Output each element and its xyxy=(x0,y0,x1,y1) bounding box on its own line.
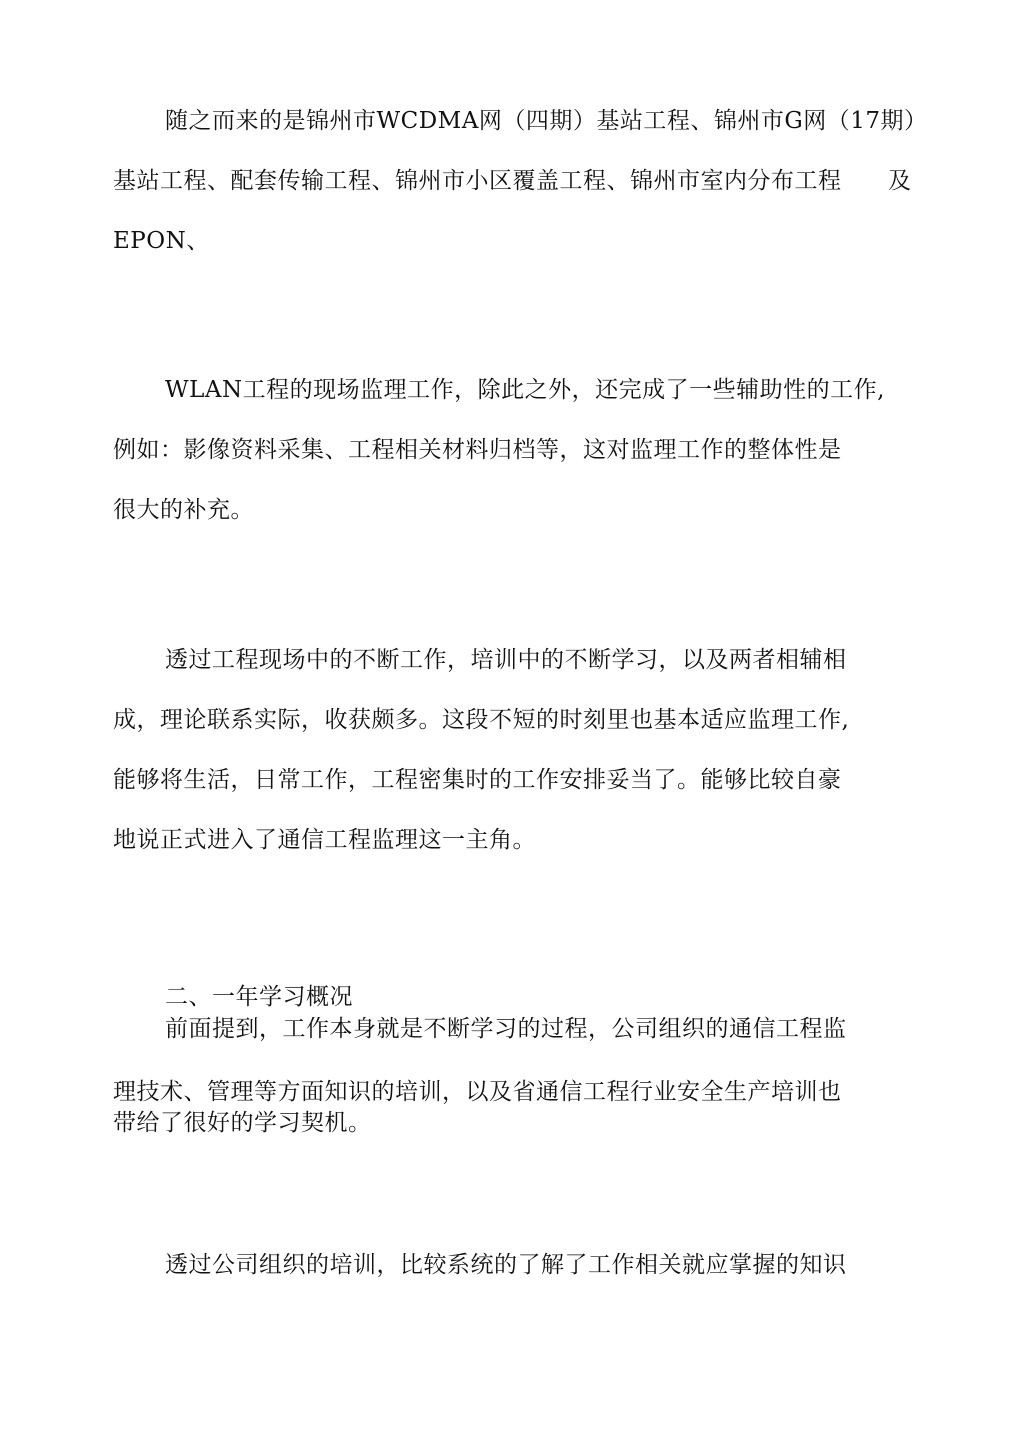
paragraph-line: 及 xyxy=(888,168,912,194)
paragraph-line: 成，理论联系实际，收获颇多。这段不短的时刻里也基本适应监理工作, xyxy=(113,707,850,733)
paragraph-line: 例如：影像资料采集、工程相关材料归档等，这对监理工作的整体性是 xyxy=(113,437,842,463)
paragraph-line: 理技术、管理等方面知识的培训，以及省通信工程行业安全生产培训也 xyxy=(113,1079,842,1105)
paragraph-line: EPON、 xyxy=(113,228,210,254)
paragraph-line: 前面提到，工作本身就是不断学习的过程，公司组织的通信工程监 xyxy=(165,1016,847,1042)
paragraph-line: 能够将生活，日常工作，工程密集时的工作安排妥当了。能够比较自豪 xyxy=(113,767,842,793)
paragraph-line: 带给了很好的学习契机。 xyxy=(113,1110,372,1136)
paragraph-line: WLAN工程的现场监理工作，除此之外，还完成了一些辅助性的工作, xyxy=(165,377,885,403)
paragraph-line: 透过工程现场中的不断工作，培训中的不断学习，以及两者相辅相 xyxy=(165,647,847,673)
paragraph-line: 透过公司组织的培训，比较系统的了解了工作相关就应掌握的知识 xyxy=(165,1252,847,1278)
paragraph-line: 地说正式进入了通信工程监理这一主角。 xyxy=(113,827,536,853)
paragraph-line: 随之而来的是锦州市WCDMA网（四期）基站工程、锦州市G网（17期） xyxy=(165,108,928,134)
section-heading: 二、一年学习概况 xyxy=(165,984,353,1010)
paragraph-line: 很大的补充。 xyxy=(113,497,254,523)
paragraph-line: 基站工程、配套传输工程、锦州市小区覆盖工程、锦州市室内分布工程 xyxy=(113,168,842,194)
